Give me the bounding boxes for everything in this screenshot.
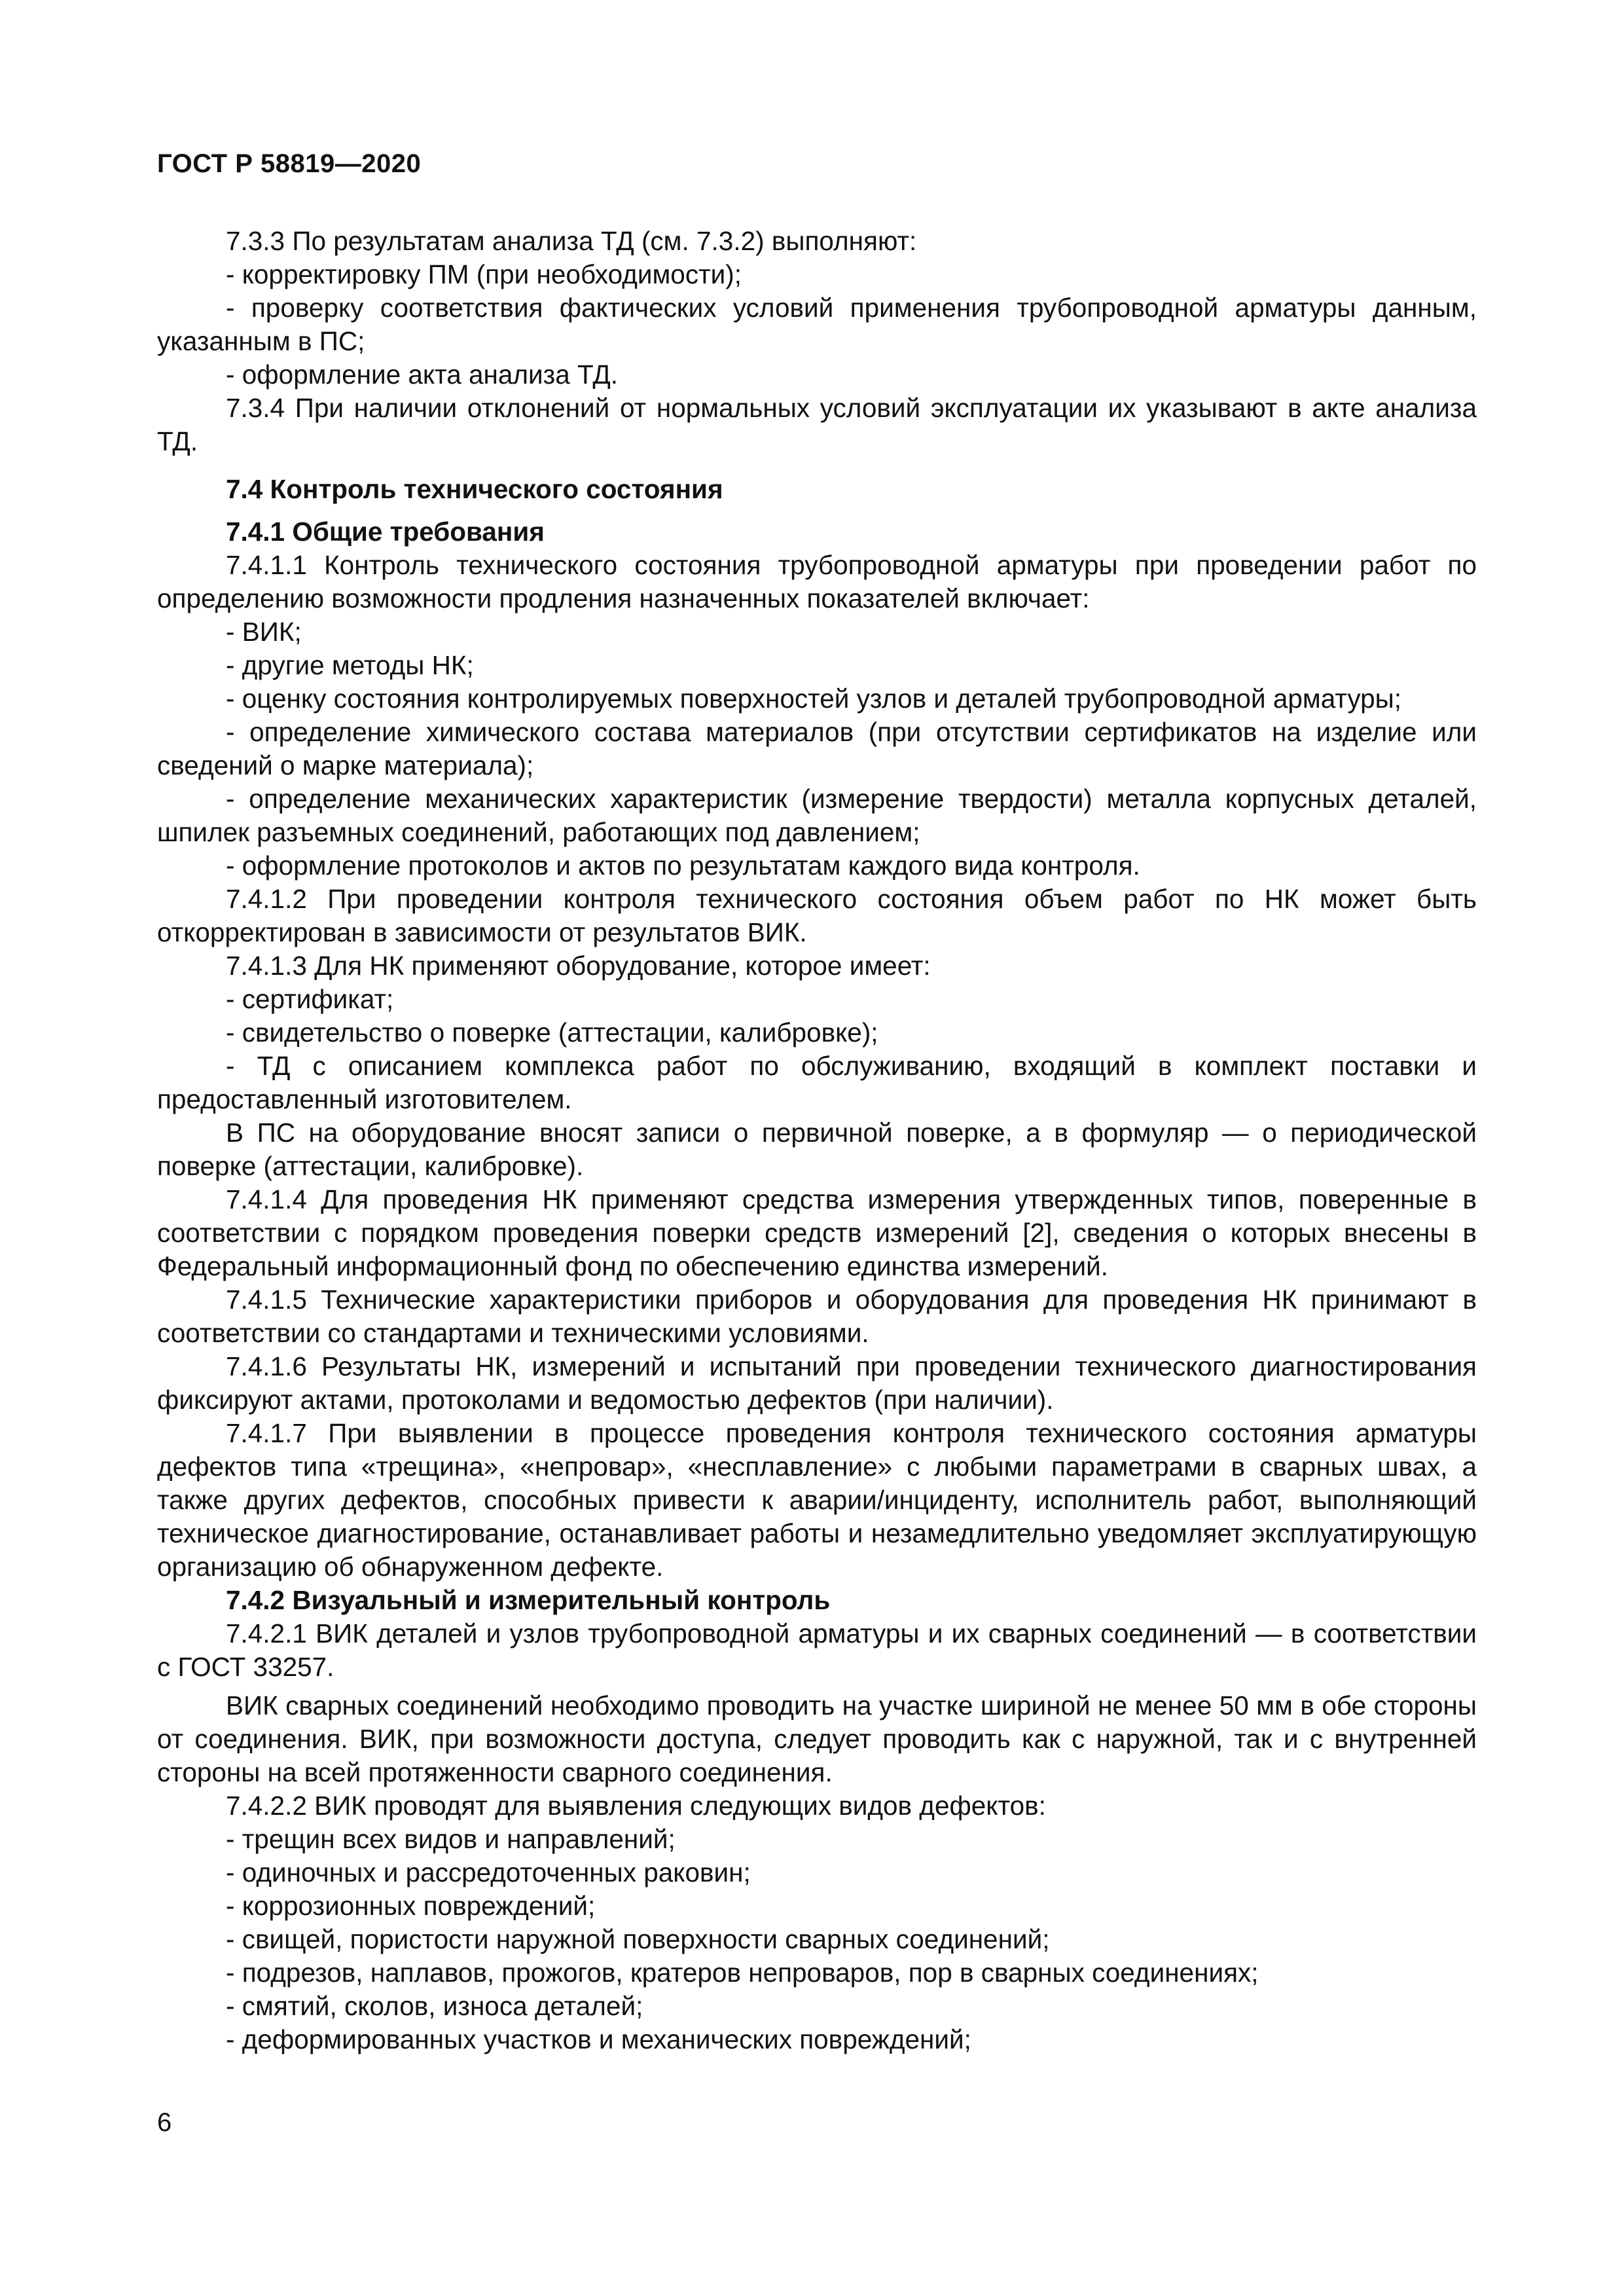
list-item: - трещин всех видов и направлений; [226, 1824, 676, 1854]
paragraph-7-3-3: 7.3.3 По результатам анализа ТД (см. 7.3.2) выполняют: [226, 226, 917, 256]
paragraph-7-4-1-3: 7.4.1.3 Для НК применяют оборудование, которое имеет: [226, 951, 931, 981]
list-item: - проверку соответствия фактических условий применения трубопроводной арматуры данным, указанным в ПС; [157, 293, 1477, 356]
list-item: - ВИК; [226, 617, 302, 647]
list-item: - свищей, пористости наружной поверхности сварных соединений; [226, 1924, 1050, 1954]
paragraph-7-4-1-1: 7.4.1.1 Контроль технического состояния трубопроводной арматуры при проведении работ по определению возможности продления назначенных показателей включает: [157, 550, 1477, 613]
paragraph-7-4-1-6: 7.4.1.6 Результаты НК, измерений и испытаний при проведении технического диагностирования фиксируют актами, протоколами и ведомостью дефектов (при наличии). [157, 1351, 1477, 1415]
list-item: - сертификат; [226, 984, 394, 1014]
list-item: - определение механических характеристик (измерение твердости) металла корпусных деталей, шпилек разъемных соединений, работающих под давлением; [157, 784, 1477, 847]
list-item: - другие методы НК; [226, 650, 474, 680]
paragraph: В ПС на оборудование вносят записи о первичной поверке, а в формуляр — о периодической поверке (аттестации, калибровке). [157, 1118, 1477, 1181]
list-item: - ТД с описанием комплекса работ по обслуживанию, входящий в комплект поставки и предоставленный изготовителем. [157, 1051, 1477, 1114]
paragraph-7-4-1-4: 7.4.1.4 Для проведения НК применяют средства измерения утвержденных типов, поверенные в соответствии с порядком проведения поверки средств измерений [2], сведения о которых внесены в Федеральный информационный фонд по обеспечению единства измерений. [157, 1184, 1477, 1281]
list-item: - свидетельство о поверке (аттестации, калибровке); [226, 1017, 878, 1048]
paragraph-7-4-2-1: 7.4.2.1 ВИК деталей и узлов трубопроводной арматуры и их сварных соединений — в соответствии с ГОСТ 33257. [157, 1618, 1477, 1682]
list-item: - коррозионных повреждений; [226, 1891, 596, 1921]
document-body [157, 225, 1477, 2056]
section-heading-7-4: 7.4 Контроль технического состояния [226, 474, 723, 504]
list-item: - определение химического состава материалов (при отсутствии сертификатов на изделие или сведений о марке материала); [157, 717, 1477, 780]
list-item: - одиночных и рассредоточенных раковин; [226, 1857, 751, 1887]
list-item: - корректировку ПМ (при необходимости); [226, 259, 742, 289]
subsection-heading-7-4-1: 7.4.1 Общие требования [226, 517, 545, 547]
list-item: - оформление протоколов и актов по результатам каждого вида контроля. [226, 850, 1140, 881]
subsection-heading-7-4-2: 7.4.2 Визуальный и измерительный контроль [226, 1585, 831, 1615]
paragraph-7-4-1-7: 7.4.1.7 При выявлении в процессе проведения контроля технического состояния арматуры дефектов типа «трещина», «непровар», «несплавление» с любыми параметрами в сварных швах, а также других дефектов, способных привести к аварии/инциденту, исполнитель работ, выполняющий техническое диагностирование, останавливает работы и незамедлительно уведомляет эксплуатирующую организацию об обнаруженном дефекте. [157, 1418, 1477, 1582]
list-item: - оформление акта анализа ТД. [226, 359, 619, 390]
document-header: ГОСТ Р 58819—2020 [157, 149, 422, 178]
list-item: - оценку состояния контролируемых поверхностей узлов и деталей трубопроводной арматуры; [226, 683, 1402, 714]
paragraph-7-4-2-2: 7.4.2.2 ВИК проводят для выявления следующих видов дефектов: [226, 1791, 1046, 1821]
paragraph-7-4-1-5: 7.4.1.5 Технические характеристики приборов и оборудования для проведения НК принимают в соответствии со стандартами и техническими условиями. [157, 1285, 1477, 1348]
page-number: 6 [157, 2108, 172, 2137]
list-item: - подрезов, наплавов, прожогов, кратеров непроваров, пор в сварных соединениях; [226, 1958, 1259, 1988]
paragraph-7-4-1-2: 7.4.1.2 При проведении контроля технического состояния объем работ по НК может быть откорректирован в зависимости от результатов ВИК. [157, 884, 1477, 947]
list-item: - смятий, сколов, износа деталей; [226, 1991, 643, 2021]
list-item: - деформированных участков и механических повреждений; [226, 2024, 971, 2054]
paragraph: ВИК сварных соединений необходимо проводить на участке шириной не менее 50 мм в обе стороны от соединения. ВИК, при возможности доступа, следует проводить как с наружной, так и с внутренней стороны на всей протяженности сварного соединения. [157, 1690, 1477, 1787]
paragraph-7-3-4: 7.3.4 При наличии отклонений от нормальных условий эксплуатации их указывают в акте анализа ТД. [157, 393, 1477, 456]
